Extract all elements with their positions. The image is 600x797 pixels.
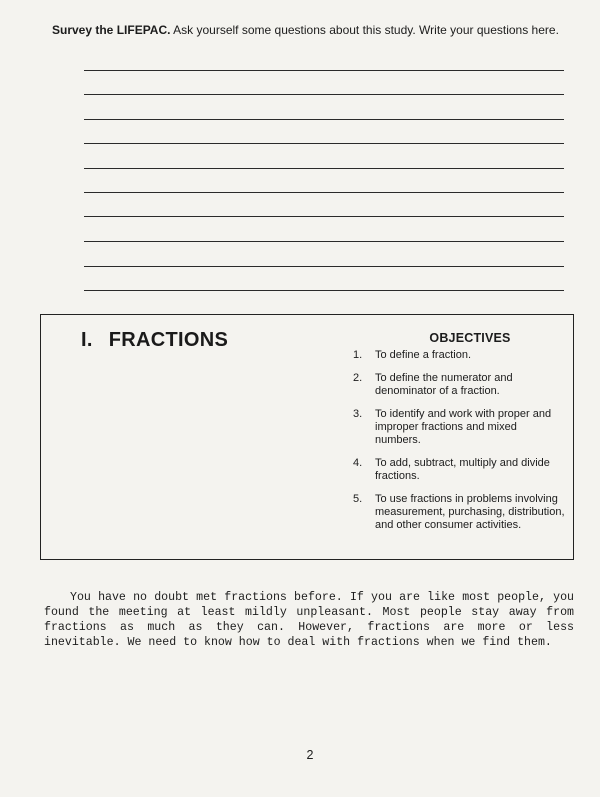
objective-number: 4. bbox=[353, 457, 363, 469]
writing-line[interactable] bbox=[84, 94, 564, 95]
writing-line[interactable] bbox=[84, 143, 564, 144]
objective-text: To define the numerator and denominator of a fraction. bbox=[375, 372, 513, 397]
intro-paragraph: You have no doubt met fractions before. If you are like most people, you found the meeting at least mildly unpleasant. Most people stay away from fractions as much as they can. However, fractions are more or less inevitable. We need to know how to deal with fractions when we find them. bbox=[44, 590, 574, 649]
writing-line[interactable] bbox=[84, 290, 564, 291]
writing-line[interactable] bbox=[84, 70, 564, 71]
writing-line[interactable] bbox=[84, 192, 564, 193]
objectives-list bbox=[353, 349, 565, 532]
section-number: I. bbox=[81, 329, 93, 351]
objective-number: 5. bbox=[353, 493, 363, 505]
objective-item bbox=[353, 372, 565, 398]
objective-item bbox=[353, 457, 565, 483]
section-title bbox=[81, 329, 228, 352]
objective-number: 1. bbox=[353, 349, 363, 361]
section-name: FRACTIONS bbox=[108, 329, 229, 351]
objective-text: To define a fraction. bbox=[375, 349, 472, 361]
writing-line[interactable] bbox=[84, 119, 564, 120]
writing-line[interactable] bbox=[84, 241, 564, 242]
survey-lead: Survey the LIFEPAC. bbox=[52, 23, 171, 37]
objective-number: 3. bbox=[353, 408, 363, 420]
objective-item bbox=[353, 349, 565, 362]
objective-number: 2. bbox=[353, 372, 363, 384]
writing-line[interactable] bbox=[84, 216, 564, 217]
page-number: 2 bbox=[306, 748, 314, 762]
survey-text: Ask yourself some questions about this study. Write your questions here. bbox=[173, 23, 559, 37]
objective-item bbox=[353, 493, 565, 532]
objectives-heading: OBJECTIVES bbox=[429, 331, 511, 345]
writing-line[interactable] bbox=[84, 266, 564, 267]
objectives-panel bbox=[353, 331, 565, 542]
section-box bbox=[40, 314, 574, 560]
writing-line[interactable] bbox=[84, 168, 564, 169]
objective-text: To identify and work with proper and improper fractions and mixed numbers. bbox=[375, 408, 552, 446]
objective-item bbox=[353, 408, 565, 447]
objective-text: To use fractions in problems involving measurement, purchasing, distribution, and other consumer activities. bbox=[375, 493, 565, 531]
objective-text: To add, subtract, multiply and divide fractions. bbox=[375, 457, 550, 482]
survey-instruction bbox=[52, 22, 572, 38]
